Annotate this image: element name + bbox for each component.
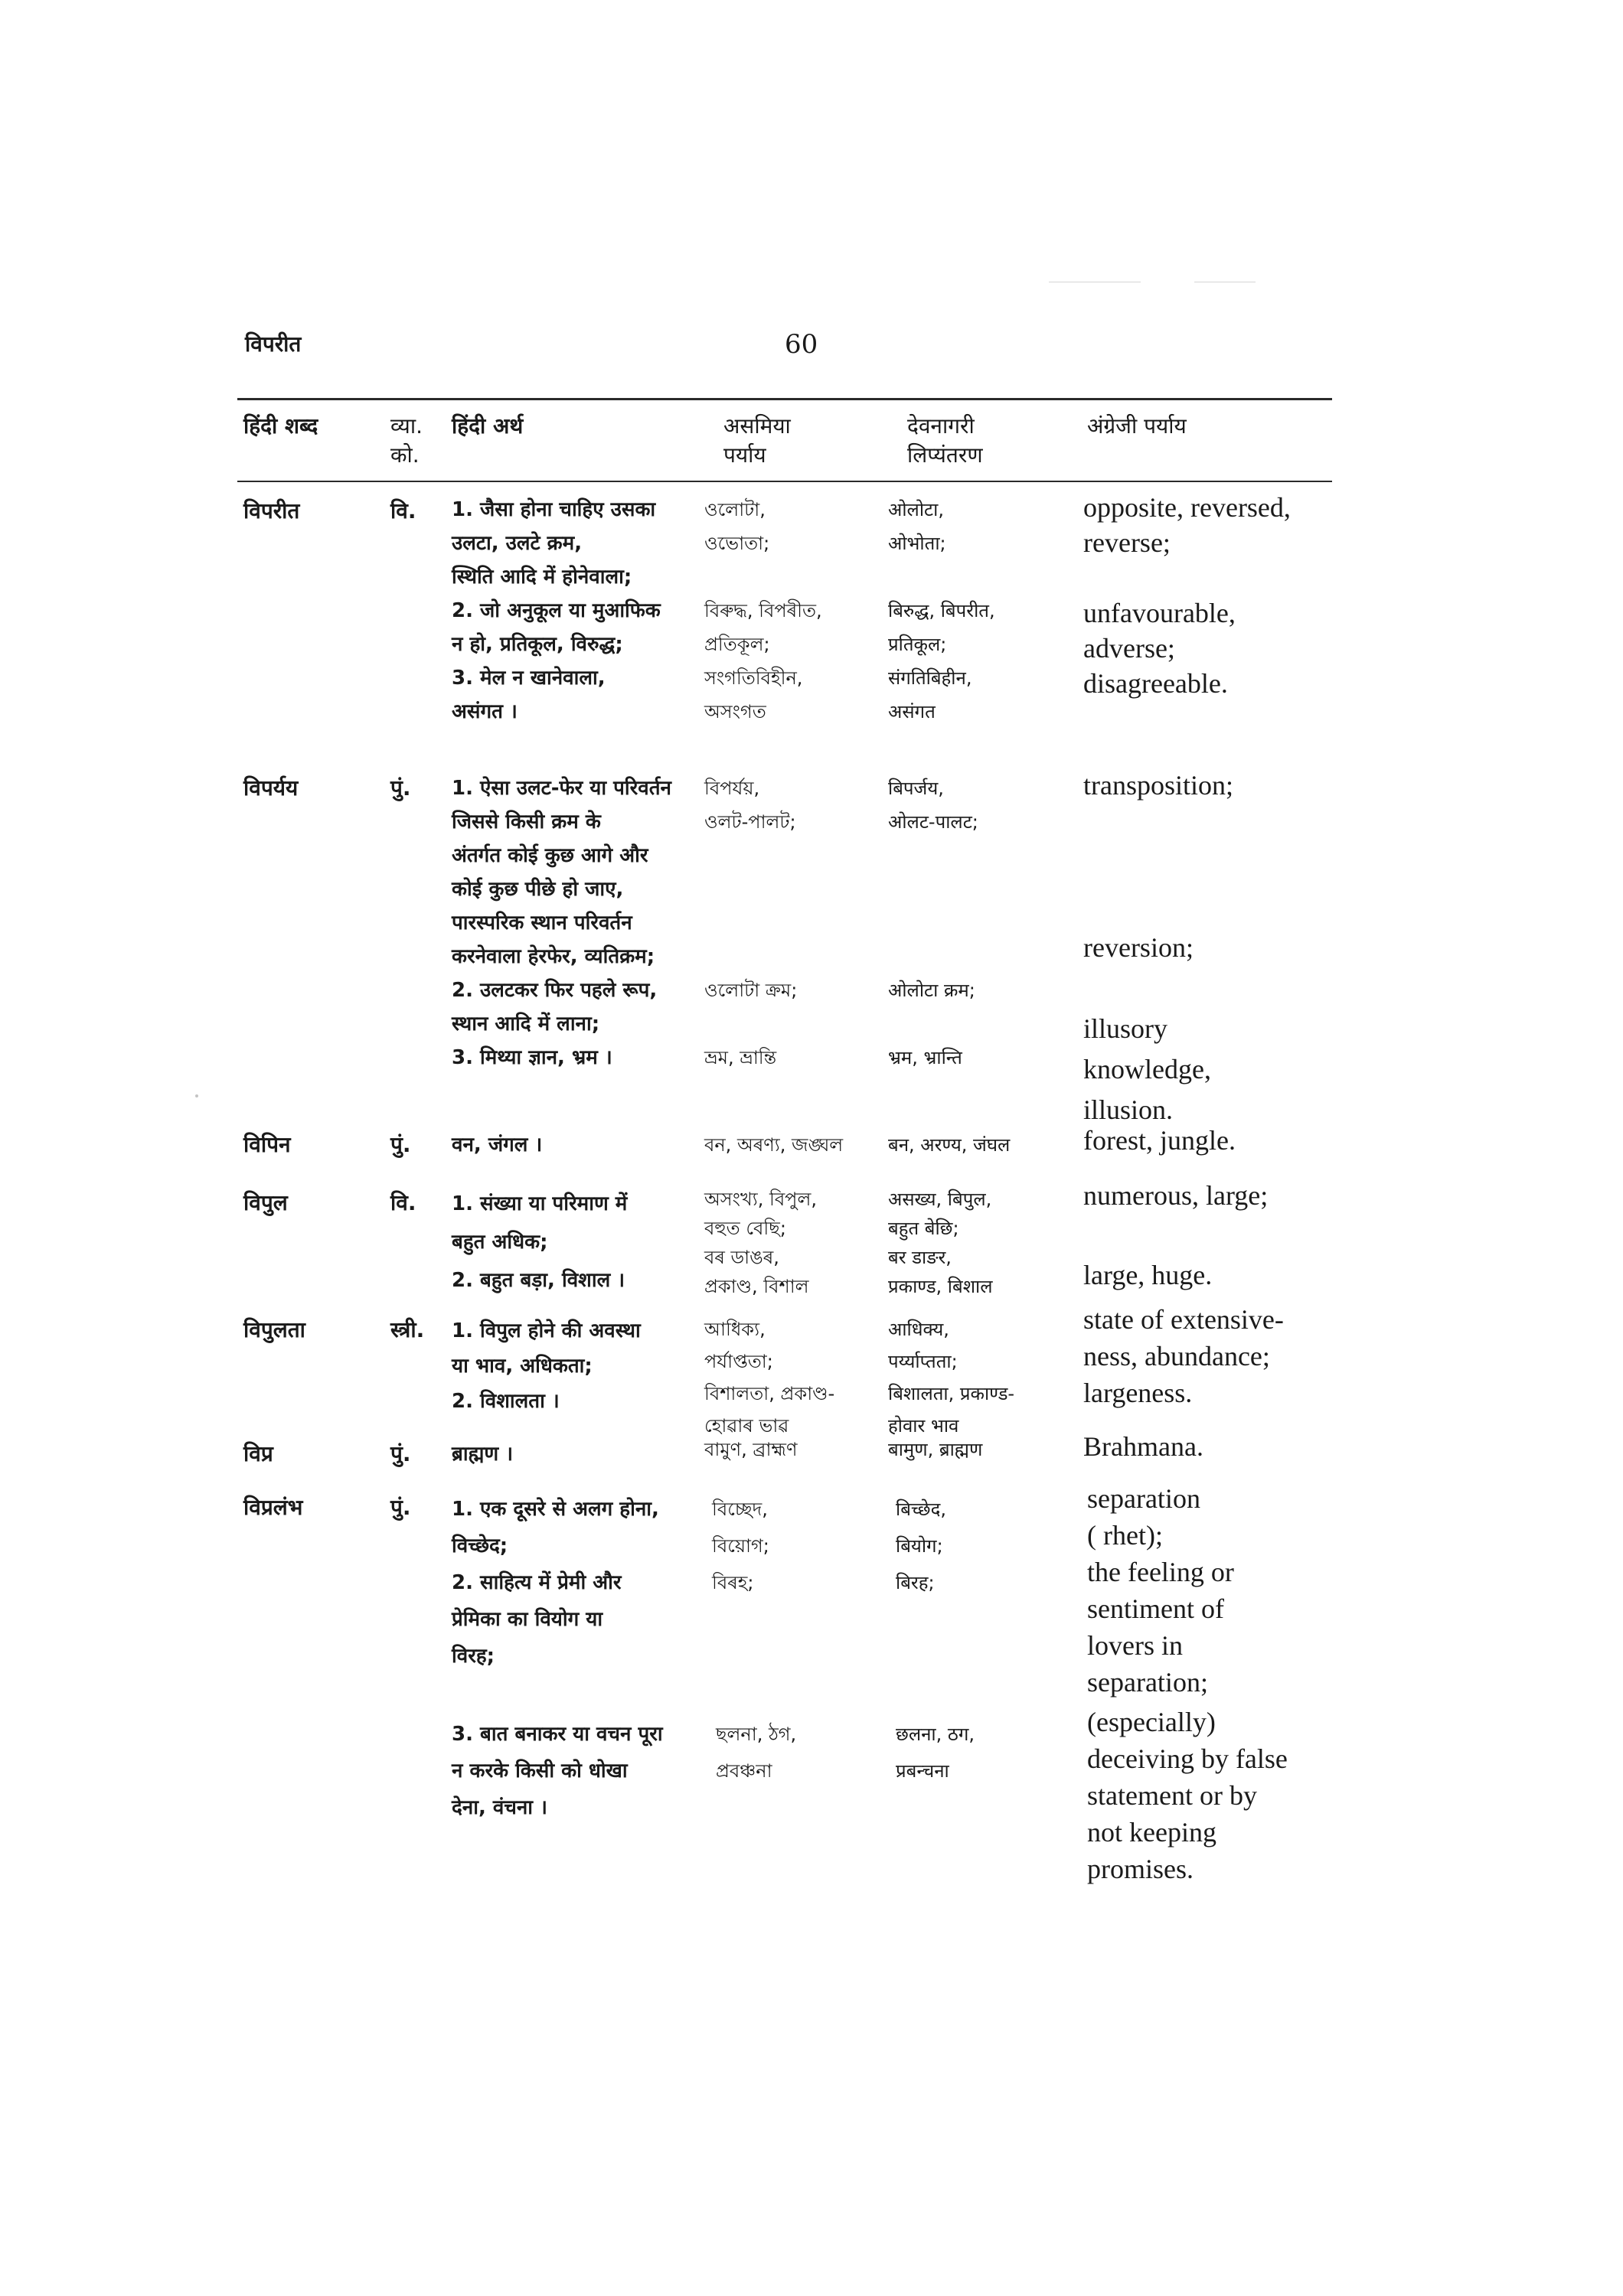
- assamese-synonym: বিপৰ্যয়, ওলট-পালট; ওলোটা ক্ৰম; ভ্ৰম, ভ্ৰান্তি: [704, 778, 798, 1068]
- header-pos: व्या. को.: [390, 413, 423, 468]
- devanagari-transliteration: ओलोटा, ओभोता; बिरुद्ध, बिपरीत, प्रतिकूल; संगतिबिहीन, असंगत: [888, 499, 995, 722]
- english-equivalent: opposite, reversed, reverse; unfavourable, adverse; disagreeable.: [1083, 492, 1291, 699]
- devanagari-transliteration: आधिक्य, पर्य्याप्तता; बिशालता, प्रकाण्ड- होवार भाव: [888, 1319, 1015, 1437]
- part-of-speech: वि.: [390, 1190, 416, 1215]
- table-top-rule: [237, 398, 1332, 400]
- assamese-synonym: বামুণ, ব্ৰাহ্মণ: [704, 1439, 798, 1460]
- part-of-speech: पुं.: [390, 775, 411, 801]
- part-of-speech: पुं.: [390, 1132, 411, 1157]
- english-equivalent: Brahmana.: [1083, 1431, 1203, 1462]
- english-equivalent: separation ( rhet); the feeling or sentiment of lovers in separation;: [1087, 1483, 1234, 1698]
- assamese-synonym: আধিক্য, পৰ্যাপ্ততা; বিশালতা, প্ৰকাণ্ড- হোৱাৰ ভাৱ: [704, 1319, 835, 1437]
- headword: विप्रलंभ: [243, 1495, 303, 1520]
- assamese-synonym: অসংখ্য, বিপুল, বহুত বেছি; বৰ ডাঙৰ, প্ৰকাণ্ড, বিশাল: [704, 1189, 817, 1297]
- header-word: हिंदी शब्द: [243, 413, 318, 439]
- devanagari-transliteration: बामुण, ब्राह्मण: [888, 1439, 983, 1460]
- assamese-synonym: ওলোটা, ওভোতা; বিৰুদ্ধ, বিপৰীত, প্ৰতিকূল; সংগতিবিহীন, অসংগত: [704, 499, 822, 722]
- header-english: अंग्रेजी पर्याय: [1087, 413, 1187, 439]
- english-equivalent: (especially) deceiving by false statement or by not keeping promises.: [1087, 1707, 1288, 1884]
- header-hindi-meaning: हिंदी अर्थ: [452, 413, 524, 439]
- english-equivalent: forest, jungle.: [1083, 1125, 1236, 1156]
- hindi-meaning: ब्राह्मण ।: [452, 1443, 514, 1466]
- hindi-meaning: 1. विपुल होने की अवस्था या भाव, अधिकता; 2. विशालता ।: [452, 1319, 641, 1413]
- english-equivalent: state of extensive- ness, abundance; largeness.: [1083, 1304, 1284, 1408]
- english-equivalent: numerous, large; large, huge.: [1083, 1180, 1269, 1290]
- assamese-synonym: ছলনা, ঠগ, প্ৰবঞ্চনা: [716, 1724, 797, 1782]
- headword: विपुलता: [243, 1317, 305, 1342]
- hindi-meaning: 1. एक दूसरे से अलग होना, विच्छेद; 2. साहित्य में प्रेमी और प्रेमिका का वियोग या विरह;: [452, 1498, 659, 1668]
- headword: विपरीत: [243, 498, 300, 523]
- devanagari-transliteration: बन, अरण्य, जंघल: [888, 1134, 1011, 1156]
- part-of-speech: वि.: [390, 498, 416, 523]
- hindi-meaning: 1. जैसा होना चाहिए उसका उलटा, उलटे क्रम, स्थिति आदि में होनेवाला; 2. जो अनुकूल या मुआफिक न हो, प्रतिकूल, विरुद्ध; 3. मेल न खानेवाला, असंगत ।: [452, 498, 661, 723]
- devanagari-transliteration: छलना, ठग, प्रबन्चना: [896, 1724, 975, 1782]
- running-head: विपरीत: [245, 331, 302, 357]
- headword: विपर्यय: [243, 775, 299, 801]
- devanagari-transliteration: बिच्छेद, बियोग; बिरह;: [896, 1499, 946, 1593]
- hindi-meaning: 1. संख्या या परिमाण में बहुत अधिक; 2. बहुत बड़ा, विशाल ।: [452, 1192, 628, 1292]
- english-equivalent: transposition; reversion; illusory knowledge, illusion.: [1083, 770, 1233, 1125]
- hindi-meaning: 1. ऐसा उलट-फेर या परिवर्तन जिससे किसी क्रम के अंतर्गत कोई कुछ आगे और कोई कुछ पीछे हो जाए, पारस्परिक स्थान परिवर्तन करनेवाला हेरफेर, व्यतिक्रम; 2. उलटकर फिर पहले रूप, स्थान आदि में लाना; 3. मिथ्या ज्ञान, भ्रम ।: [452, 777, 671, 1069]
- devanagari-transliteration: बिपर्जय, ओलट-पालट; ओलोटा क्रम; भ्रम, भ्रान्ति: [888, 778, 978, 1068]
- headword: विपुल: [243, 1190, 288, 1215]
- hindi-meaning: 3. बात बनाकर या वचन पूरा न करके किसी को धोखा देना, वंचना ।: [452, 1723, 663, 1819]
- part-of-speech: पुं.: [390, 1495, 411, 1520]
- part-of-speech: पुं.: [390, 1441, 411, 1466]
- headword: विप्र: [243, 1441, 273, 1466]
- devanagari-transliteration: असख्य, बिपुल, बहुत बेछि; बर डाङर, प्रकाण्ड, बिशाल: [888, 1189, 993, 1297]
- part-of-speech: स्त्री.: [390, 1317, 425, 1342]
- page-number: 60: [785, 329, 818, 360]
- header-devanagari: देवनागरी लिप्यंतरण: [907, 413, 983, 468]
- hindi-meaning: वन, जंगल ।: [452, 1133, 543, 1156]
- assamese-synonym: বিচ্ছেদ, বিয়োগ; বিৰহ;: [712, 1499, 769, 1593]
- assamese-synonym: বন, অৰণ্য, জঙ্ঘল: [704, 1134, 844, 1156]
- scan-artifact: [195, 1094, 198, 1097]
- header-assamese: असमिया पर्याय: [723, 413, 791, 468]
- table-header-rule: [237, 481, 1332, 482]
- headword: विपिन: [243, 1132, 291, 1157]
